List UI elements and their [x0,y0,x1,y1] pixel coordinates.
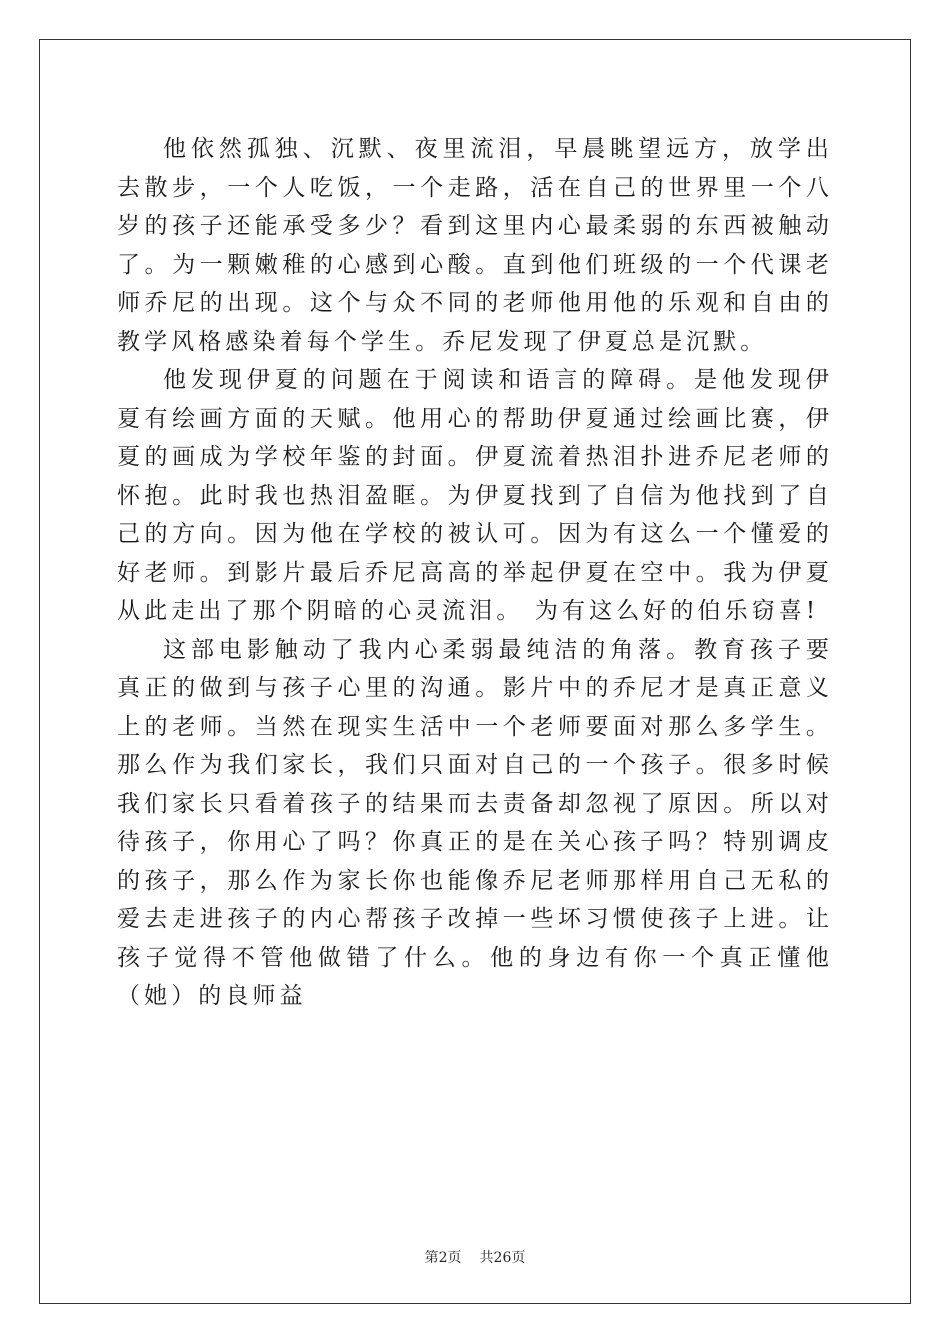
page-number: 第2页 [424,1250,462,1266]
page-footer [0,1247,950,1267]
document-body [117,130,833,1016]
paragraph-3: 这部电影触动了我内心柔弱最纯洁的角落。教育孩子要真正的做到与孩子心里的沟通。影片中的乔尼才是真正意义上的老师。当然在现实生活中一个老师要面对那么多学生。那么作为我们家长，我们只面对自己的一个孩子。很多时候我们家长只看着孩子的结果而去责备却忽视了原因。所以对待孩子，你用心了吗？你真正的是在关心孩子吗？特别调皮的孩子，那么作为家长你也能像乔尼老师那样用自己无私的爱去走进孩子的内心帮孩子改掉一些坏习惯使孩子上进。让孩子觉得不管他做错了什么。他的身边有你一个真正懂他（她）的良师益 [117,636,833,1009]
paragraph-2: 他发现伊夏的问题在于阅读和语言的障碍。是他发现伊夏有绘画方面的天赋。他用心的帮助伊夏通过绘画比赛，伊夏的画成为学校年鉴的封面。伊夏流着热泪扑进乔尼老师的怀抱。此时我也热泪盈眶。为伊夏找到了自信为他找到了自己的方向。因为他在学校的被认可。因为有这么一个懂爱的好老师。到影片最后乔尼高高的举起伊夏在空中。我为伊夏从此走出了那个阴暗的心灵流泪。 为有这么好的伯乐窃喜! [117,367,833,624]
page-total: 共26页 [479,1250,526,1266]
paragraph-1: 他依然孤独、沉默、夜里流泪，早晨眺望远方，放学出去散步，一个人吃饭，一个走路，活在自己的世界里一个八岁的孩子还能承受多少？看到这里内心最柔弱的东西被触动了。为一颗嫩稚的心感到心酸。直到他们班级的一个代课老师乔尼的出现。这个与众不同的老师他用他的乐观和自由的教学风格感染着每个学生。乔尼发现了伊夏总是沉默。 [117,136,833,355]
